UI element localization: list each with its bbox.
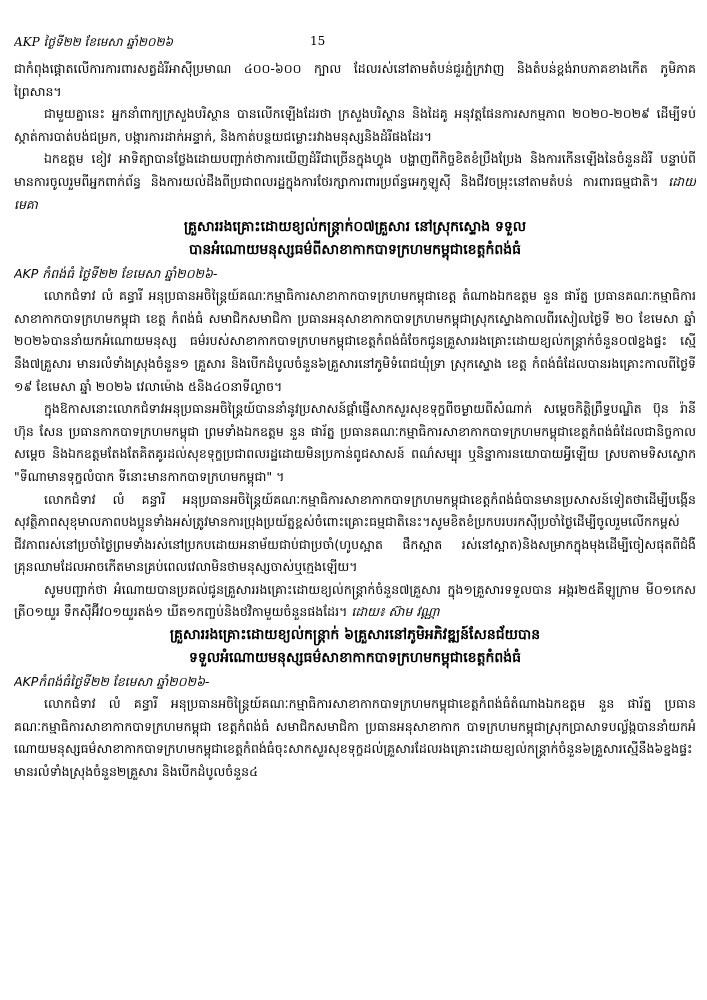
article2-paragraph-4-text: សូមបញ្ជាក់ថា អំណោយបានប្រគល់ជូនគ្រួសាររងគ្រោះដោយខ្យល់កន្ត្រាក់ចំនួន៧គ្រួសារ ក្នុង១គ្រួសារទទួលបាន អង្ករ២៥គីឡូក្រាម មី០១កេស ត្រី០១យួរ ទឹកស៊ីអ៊ីវ០១យួរតង់១ ឃីត១កញ្ចប់និងថវិកាមួយចំនួនផងដែរ។	[14, 581, 696, 620]
article1-paragraph-3	[14, 148, 696, 216]
article1-paragraph-1: ជាកំពុងផ្តោតលើការការពារសត្វដំរីអាស៊ីប្រមាណ ៤០០-៦០០ ក្បាល ដែលរស់នៅតាមតំបន់ជួរភ្នំក្រវាញ និងតំបន់ខ្ពង់រាបភាគខាងកើត ភូមិភាគព្រៃសាន។	[14, 61, 696, 99]
document-page	[14, 0, 696, 1000]
article3-headline-line2: ទទួលអំណោយមនុស្សធម៌សាខាកាកបាទក្រហមកម្ពុជាខេត្តកំពង់ធំ	[188, 650, 522, 667]
article2-paragraph-1: លោកជំទាវ លំ គន្ធារី អនុប្រធានអចិន្ត្រៃយ៍គណៈកម្មាធិការសាខាកាកបាទក្រហមកម្ពុជាខេត្ត តំណាងឯកឧត្តម នួន ផារ័ត្ន ប្រធានគណៈកម្មាធិការសាខាកាកបាទក្រហមកម្ពុជា ខេត្ត កំពង់ធំ សមាជិកសមាជិកា ប្រធានអនុសាខាកាកបាទក្រហមកម្ពុជាស្រុកស្ទោងកាលពីរសៀលថ្ងៃទី ២០ ខែមេសា ឆ្នាំ ២០២៦បាននាំយកអំណោយមនុស្ស ធម៌របស់សាខាកាកបាទក្រហមកម្ពុជាខេត្តកំពង់ធំចែកជូនគ្រួសាររងគ្រោះដោយខ្យល់កន្ត្រាក់ចំនួន០៧ខ្នងផ្ទះ ស្មើនឹង៧គ្រួសារ មានរលំទាំងស្រុងចំនួន១ គ្រួសារ និងបើកដំបូលចំនួន៦គ្រួសារនៅភូមិទំពេជឃុំទ្រា ស្រុកស្ទោង ខេត្ត កំពង់ធំដែលបានរងគ្រោះកាលពីថ្ងៃទី ១៩ ខែមេសា ឆ្នាំ ២០២៦ វេលាម៉ោង ៥និង៤០នាទីល្ងាច។	[14, 288, 696, 394]
page-content	[14, 58, 696, 783]
article2-paragraph-2: ក្នុងឱកាសនោះលោកជំទាវអនុប្រធានអចិន្ត្រៃយ៍បាននាំនូវប្រសាសន៍ផ្តាំផ្ញើសាកសួរសុខទុក្ខពីចម្ងាយពីសំណាក់ សម្តេចកិត្តិព្រឹទ្ធបណ្ឌិត ប៊ុន រ៉ានី ហ៊ុន សែន ប្រធានកាកបាទក្រហមកម្ពុជា ព្រមទាំងឯកឧត្តម នួន ផារ័ត្ន ប្រធានគណៈកម្មាធិការសាខាកាកបាទក្រហមកម្ពុជាខេត្តកំពង់ធំដែលជានិច្ចកាលសម្តេច និងឯកឧត្តមតែងតែគិតគូរដល់សុខទុក្ខប្រជាពលរដ្ឋដោយមិនប្រកាន់ពូជសាសន៍ ពណ៌សម្បុរ ឬនិន្នាការនយោបាយអ្វីឡើយ ស្របតាមទិសស្លោក "ទីណាមានទុក្ខលំបាក ទីនោះមានកាកបាទក្រហមកម្ពុជា" ។	[14, 401, 696, 484]
article1-byline: ដោយ មេគា	[14, 173, 696, 212]
page-header	[14, 34, 696, 54]
article1-paragraph-2: ជាមួយគ្នានេះ អ្នកនាំពាក្យក្រសួងបរិស្ថាន បានលើកឡើងដែរថា ក្រសួងបរិស្ថាន និងដៃគូ អនុវត្តផែនការសកម្មភាព ២០២០-២០២៩ ដើម្បីទប់ស្កាត់ការបាត់បង់ជម្រក, បង្ការការដាក់អន្ទាក់, និងកាត់បន្ថយជម្លោះរវាងមនុស្សនិងដំរីផងដែរ។	[14, 106, 696, 144]
article2-paragraph-4	[14, 579, 696, 624]
article3-headline-line1: គ្រួសាររងគ្រោះដោយខ្យល់កន្ត្រាក់ ៦គ្រួសារនៅភូមិអភិវឌ្ឍន៍សែនជ័យបាន	[169, 627, 541, 644]
article2-headline-line1: គ្រួសាររងគ្រោះដោយខ្យល់កន្ត្រាក់០៧គ្រួសារ នៅស្រុកស្ទោង ទទួល	[183, 219, 527, 236]
article2-dateline: AKP កំពង់ធំ ថ្ងៃទី២២ ខែមេសា ឆ្នាំ២០២៦-	[14, 266, 218, 282]
article2-paragraph-3: លោកជំទាវ លំ គន្ធារី អនុប្រធានអចិន្ត្រៃយ៍គណៈកម្មាធិការសាខាកាកបាទក្រហមកម្ពុជាខេត្តកំពង់ធំបានមានប្រសាសន៍ទៀតថាដើម្បីបង្កើនសុវត្ថិភាពសុខុមាលភាពបងប្អូនទាំងអស់ត្រូវមានការប្រុងប្រយ័ត្នខ្ពស់ចំពោះគ្រោះធម្មជាតិនេះ។សូមខិតខំប្រកបរបរកស៊ីប្រចាំថ្ងៃដើម្បីចូលរួមលើកកម្ពស់ជីវភាពរស់នៅប្រចាំថ្ងៃព្រមទាំងរស់នៅប្រកបដោយអនាម័យជាប់ជាប្រចាំ(ហូបស្អាត ផឹកស្អាត រស់នៅស្អាត)និងសម្រាកក្នុងមុងដើម្បីចៀសផុតពីជំងឺ គ្រុនឈាមដែលអាចកើតមានគ្រប់ពេលវេលាមិនថាមនុស្សចាស់ឬក្មេងឡើយ។	[14, 491, 696, 575]
article3-paragraph-1: លោកជំទាវ លំ គន្ធារី អនុប្រធានអចិន្ត្រៃយ៍គណៈកម្មាធិការសាខាកាកបាទក្រហមកម្ពុជាខេត្តកំពង់ធំតំណាងឯកឧត្តម នួន ផារ័ត្ន ប្រធានគណៈកម្មាធិការសាខាកាកបាទក្រហមកម្ពុជា ខេត្តកំពង់ធំ សមាជិកសមាជិកា ប្រធានអនុសាខាកាក បាទក្រហមកម្ពុជាស្រុកប្រាសាទបល្ល័ង្កបាននាំយកអំ ណោយមនុស្សធម៌សាខាកាកបាទក្រហមកម្ពុជាខេត្តកំពង់ធំចុះសាកសួរសុខទុក្ខដល់គ្រួសារដែលរងគ្រោះដោយខ្យល់កន្ត្រាក់ចំនួន៦គ្រួសារស្មើនឹង៦ខ្នងផ្ទះ មានរលំទាំងស្រុងចំនួន២គ្រួសារ និងបើកដំបូលចំនួន៤	[14, 696, 696, 779]
article1-paragraph-3-text: ឯកឧត្តម ខៀវ អាទិត្យាបានថ្លែងដោយបញ្ជាក់ថាការយើញដំរីជាច្រើនក្នុងហ្វូង បង្ហាញពីកិច្ចខិតខំប្រឹងប្រែង និងការកើនឡើងនៃចំនួនដំរី បន្ទាប់ពីមានការចូលរួមពីអ្នកពាក់ព័ន្ធ និងការយល់ដឹងពីប្រជាពលរដ្ឋក្នុងការថែរក្សាការពារប្រព័ន្ធអេកូឡូស៊ី និងជីវចម្រុះនៅតាមតំបន់ ការពារធម្មជាតិ។	[14, 151, 696, 189]
article2-byline: ដោយ៖ ស៊ាម វណ្ណា	[351, 604, 440, 620]
page-number: 15	[310, 34, 326, 48]
header-dateline: AKP ថ្ងៃទី២២ ខែមេសា ឆ្នាំ២០២៦	[14, 35, 174, 49]
article3-dateline: AKPកំពង់ធំថ្ងៃទី២២ ខែមេសា ឆ្នាំ២០២៦-	[14, 674, 210, 690]
article2-headline-line2: បានអំណោយមនុស្សធម៌ពីសាខាកាកបាទក្រហមកម្ពុជាខេត្តកំពង់ធំ	[188, 242, 522, 259]
